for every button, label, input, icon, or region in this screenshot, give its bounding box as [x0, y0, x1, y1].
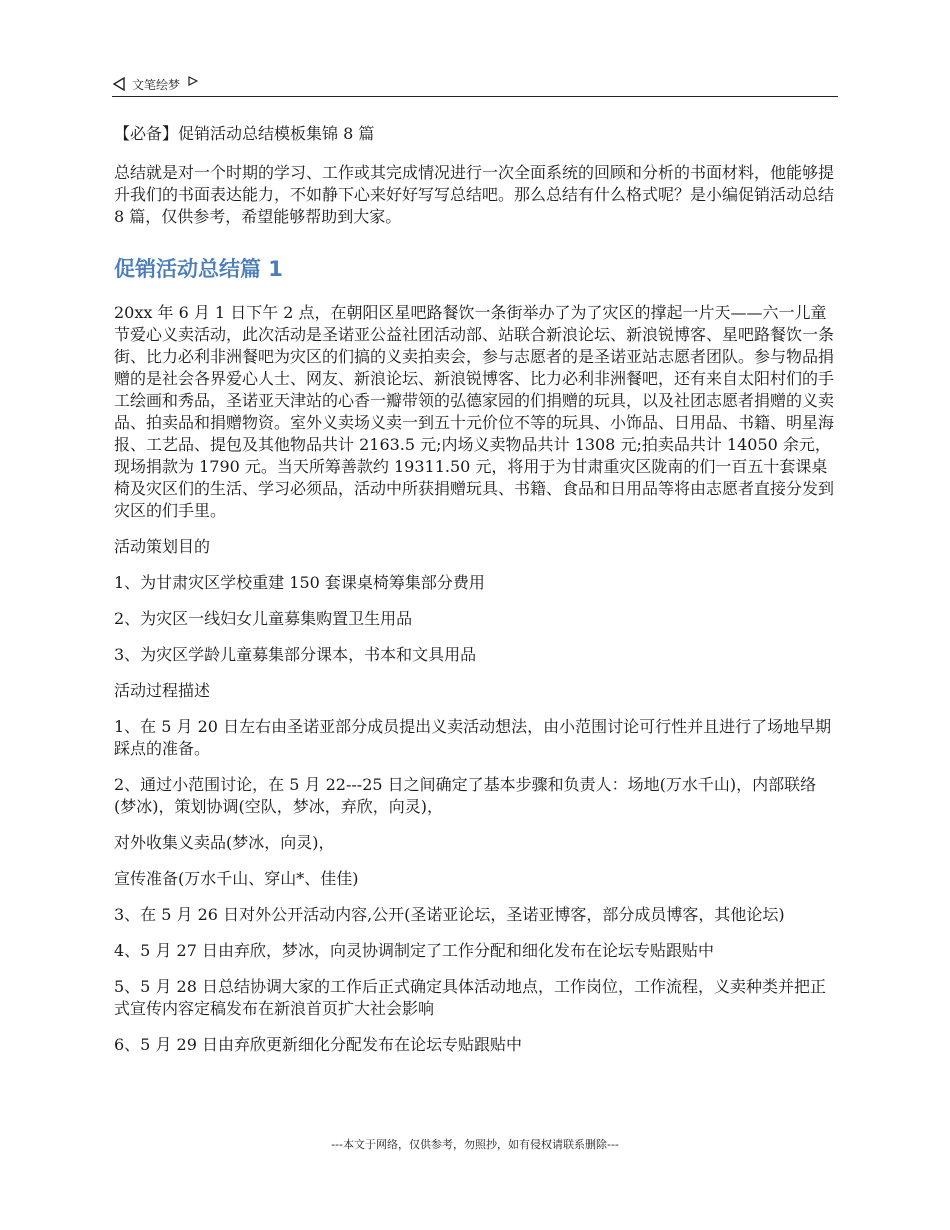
- line-3: 3、为灾区学龄儿童募集部分课本，书本和文具用品: [114, 645, 477, 664]
- line-5: 1、在 5 月 20 日左右由圣诺亚部分成员提出义卖活动想法，由小范围讨论可行性并且进行了场地早期踩点的准备。: [114, 717, 832, 758]
- line-12: 6、5 月 29 日由弃欣更新细化分配发布在论坛专贴跟贴中: [114, 1035, 522, 1054]
- triangle-right-icon: [188, 76, 198, 86]
- line-4: 活动过程描述: [114, 681, 211, 700]
- line-8: 宣传准备(万水千山、穿山*、佳佳): [114, 869, 359, 888]
- intro-paragraph: 总结就是对一个时期的学习、工作或其完成情况进行一次全面系统的回顾和分析的书面材料，他能够提升我们的书面表达能力，不如静下心来好好写写总结吧。那么总结有什么格式呢？是小编促销活动总结 8 篇，仅供参考，希望能够帮助到大家。: [114, 163, 835, 226]
- body-paragraph: 20xx 年 6 月 1 日下午 2 点，在朝阳区星吧路餐饮一条街举办了为了灾区的撑起一片天——六一儿童节爱心义卖活动，此次活动是圣诺亚公益社团活动部、站联合新浪论坛、新浪锐博客、星吧路餐饮一条街、比力必利非洲餐吧为灾区的们搞的义卖拍卖会，参与志愿者的是圣诺亚站志愿者团队。参与物品捐赠的是社会各界爱心人士、网友、新浪论坛、新浪锐博客、比力必利非洲餐吧，还有来自太阳村们的手工绘画和秀品，圣诺亚天津站的心香一瓣带领的弘德家园的们捐赠的玩具，以及社团志愿者捐赠的义卖品、拍卖品和捐赠物资。室外义卖场义卖一到五十元价位不等的玩具、小饰品、日用品、书籍、明星海报、工艺品、提包及其他物品共计 2163.5 元;内场义卖物品共计 1308 元;拍卖品共计 14050 余元，现场捐款为 1790 元。当天所筹善款约 19311.50 元，将用于为甘肃重灾区陇南的们一百五十套课桌椅及灾区们的生活、学习必须品，活动中所获捐赠玩具、书籍、食品和日用品等将由志愿者直接分发到灾区的们手里。: [114, 303, 835, 520]
- page-footer: ---本文于网络，仅供参考，勿照抄，如有侵权请联系删除---: [331, 1138, 619, 1151]
- line-11: 5、5 月 28 日总结协调大家的工作后正式确定具体活动地点，工作岗位，工作流程，义卖种类并把正式宣传内容定稿发布在新浪首页扩大社会影响: [114, 977, 826, 1018]
- line-9: 3、在 5 月 26 日对外公开活动内容,公开(圣诺亚论坛，圣诺亚博客，部分成员博客，其他论坛): [114, 905, 785, 924]
- line-10: 4、5 月 27 日由弃欣，梦冰，向灵协调制定了工作分配和细化发布在论坛专贴跟贴中: [114, 941, 714, 960]
- line-7: 对外收集义卖品(梦冰，向灵)，: [114, 833, 335, 852]
- brand-name: 文笔绘梦: [132, 77, 181, 92]
- line-1: 1、为甘肃灾区学校重建 150 套课桌椅筹集部分费用: [114, 573, 485, 592]
- section-heading: 促销活动总结篇 1: [114, 257, 283, 281]
- line-2: 2、为灾区一线妇女儿童募集购置卫生用品: [114, 609, 413, 628]
- document-body: [114, 122, 838, 1070]
- document-title: 【必备】促销活动总结模板集锦 8 篇: [114, 124, 375, 143]
- page-header: [112, 72, 838, 97]
- line-6: 2、通过小范围讨论，在 5 月 22---25 日之间确定了基本步骤和负责人：场地(万水千山)，内部联络(梦冰)，策划协调(空队，梦冰，弃欣，向灵)，: [114, 775, 817, 816]
- triangle-left-icon: [112, 77, 126, 91]
- line-0: 活动策划目的: [114, 537, 211, 556]
